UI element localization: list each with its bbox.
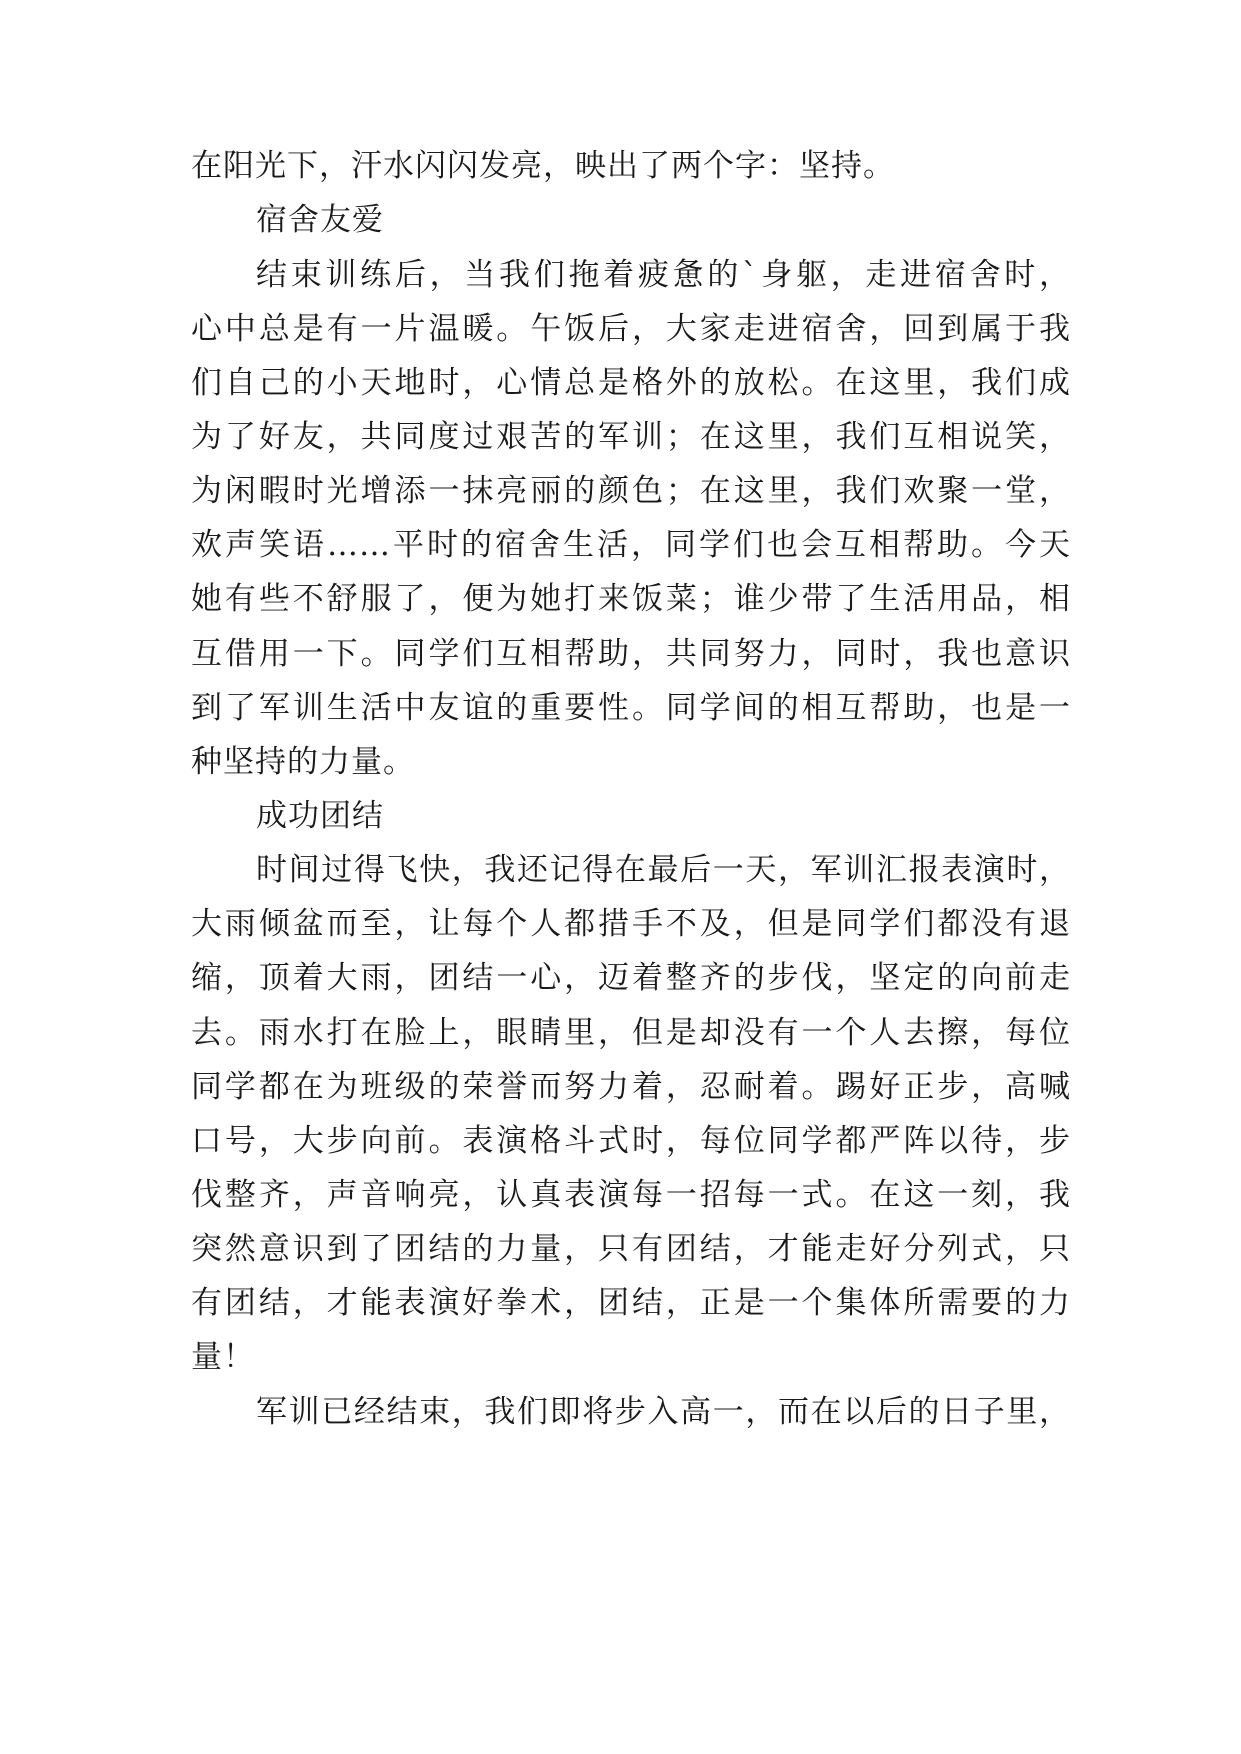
text-line: 互借用一下。同学们互相帮助，共同努力，同时，我也意识 [191, 636, 1071, 672]
text-line: 为闲暇时光增添一抹亮丽的颜色；在这里，我们欢聚一堂， [191, 473, 1071, 509]
text-line: 种坚持的力量。 [191, 744, 415, 780]
text-line: 军训已经结束，我们即将步入高一，而在以后的日子里， [256, 1394, 1071, 1430]
text-line: 缩，顶着大雨，团结一心，迈着整齐的步伐，坚定的向前走 [191, 960, 1071, 996]
text-line: 去。雨水打在脸上，眼睛里，但是却没有一个人去擦，每位 [191, 1015, 1071, 1051]
text-line: 为了好友，共同度过艰苦的军训；在这里，我们互相说笑， [191, 419, 1071, 455]
text-line: 伐整齐，声音响亮，认真表演每一招每一式。在这一刻，我 [191, 1177, 1071, 1213]
text-line: 她有些不舒服了，便为她打来饭菜；谁少带了生活用品，相 [191, 581, 1071, 617]
section-heading-dormitory: 宿舍友爱 [256, 202, 384, 238]
text-line: 口号，大步向前。表演格斗式时，每位同学都严阵以待，步 [191, 1123, 1071, 1159]
text-line: 突然意识到了团结的力量，只有团结，才能走好分列式，只 [191, 1231, 1071, 1267]
text-line: 时间过得飞快，我还记得在最后一天，军训汇报表演时， [256, 852, 1071, 888]
text-line: 量！ [191, 1339, 255, 1375]
text-line: 到了军训生活中友谊的重要性。同学间的相互帮助，也是一 [191, 690, 1071, 726]
text-line: 大雨倾盆而至，让每个人都措手不及，但是同学们都没有退 [191, 906, 1071, 942]
text-line: 心中总是有一片温暖。午饭后，大家走进宿舍，回到属于我 [191, 311, 1071, 347]
text-line: 同学都在为班级的荣誉而努力着，忍耐着。踢好正步，高喊 [191, 1069, 1071, 1105]
section-heading-unity: 成功团结 [256, 798, 384, 834]
text-line: 们自己的小天地时，心情总是格外的放松。在这里，我们成 [191, 365, 1071, 401]
text-line: 欢声笑语……平时的宿舍生活，同学们也会互相帮助。今天 [191, 527, 1071, 563]
text-line: 结束训练后，当我们拖着疲惫的`身躯，走进宿舍时， [256, 257, 1071, 293]
text-line: 在阳光下，汗水闪闪发亮，映出了两个字：坚持。 [191, 148, 895, 184]
text-line: 有团结，才能表演好拳术，团结，正是一个集体所需要的力 [191, 1285, 1071, 1321]
